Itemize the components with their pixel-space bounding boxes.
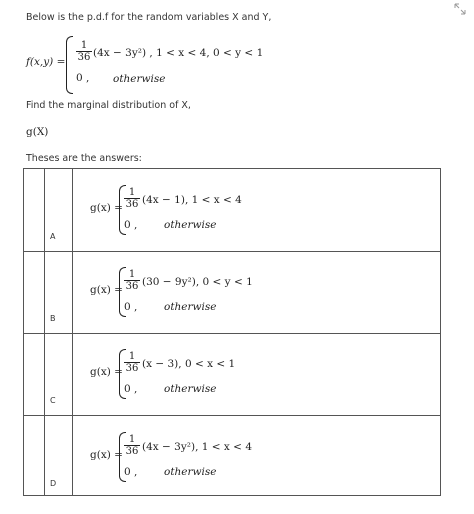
option-expression: (4x − 3y²), 1 < x < 4 — [142, 441, 252, 453]
gx-label: g(X) — [26, 126, 49, 138]
pdf-lhs: f(x,y) = — [26, 56, 66, 68]
pdf-expression: (4x − 3y²) , 1 < x < 4, 0 < y < 1 — [93, 47, 264, 59]
option-zero: 0 , — [124, 466, 138, 478]
option-zero: 0 , — [124, 219, 138, 231]
option-letter: B — [50, 314, 56, 323]
option-lhs: g(x) = — [90, 284, 123, 296]
option-otherwise: otherwise — [164, 466, 217, 478]
option-otherwise: otherwise — [164, 301, 217, 313]
pdf-brace — [66, 36, 73, 94]
option-expression: (30 − 9y²), 0 < y < 1 — [142, 276, 253, 288]
pdf-fraction: 1 36 — [77, 40, 91, 63]
option-expression: (4x − 1), 1 < x < 4 — [142, 194, 242, 206]
option-zero: 0 , — [124, 301, 138, 313]
option-otherwise: otherwise — [164, 383, 217, 395]
table-row-divider — [24, 333, 440, 334]
option-fraction: 1 36 — [125, 351, 139, 374]
expand-icon[interactable] — [454, 3, 466, 15]
option-fraction: 1 36 — [125, 434, 139, 457]
table-column-divider — [72, 169, 73, 495]
option-fraction: 1 36 — [125, 269, 139, 292]
option-lhs: g(x) = — [90, 366, 123, 378]
option-letter: D — [50, 479, 57, 488]
option-expression: (x − 3), 0 < x < 1 — [142, 358, 236, 370]
question-text: Find the marginal distribution of X, — [26, 100, 191, 111]
table-row-divider — [24, 251, 440, 252]
option-otherwise: otherwise — [164, 219, 217, 231]
table-column-divider — [44, 169, 45, 495]
option-fraction: 1 36 — [125, 187, 139, 210]
table-row-divider — [24, 415, 440, 416]
option-lhs: g(x) = — [90, 449, 123, 461]
answers-table — [23, 168, 441, 496]
pdf-zero: 0 , — [76, 72, 90, 84]
option-zero: 0 , — [124, 383, 138, 395]
pdf-otherwise: otherwise — [113, 73, 166, 85]
option-letter: C — [50, 396, 56, 405]
option-lhs: g(x) = — [90, 202, 123, 214]
option-letter: A — [50, 232, 56, 241]
intro-text: Below is the p.d.f for the random variables X and Y, — [26, 12, 272, 23]
answers-intro: Theses are the answers: — [26, 153, 142, 164]
